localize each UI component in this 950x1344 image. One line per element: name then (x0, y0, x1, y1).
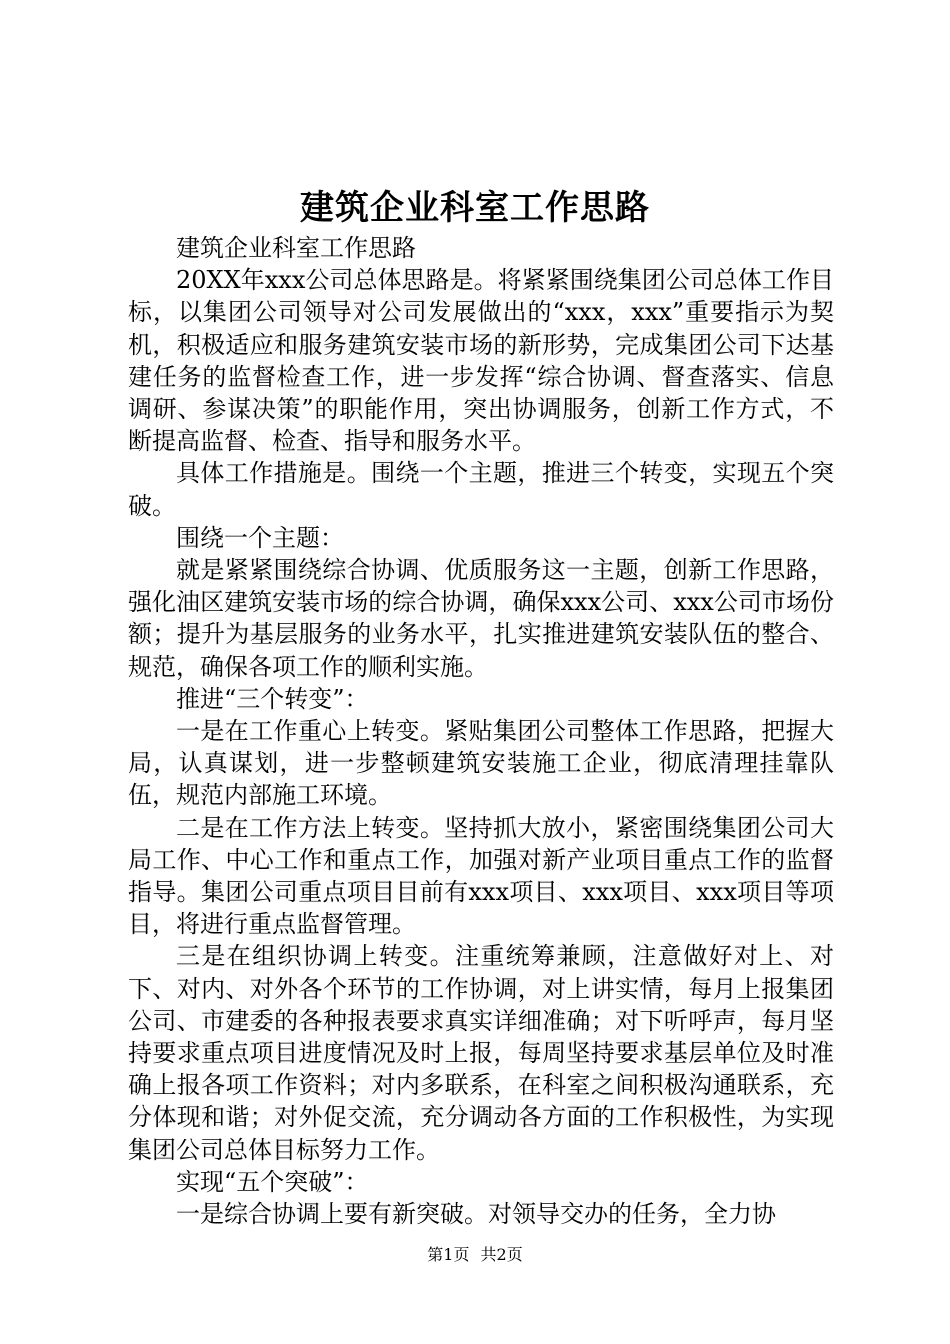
paragraph-overall-idea: 20XX年xxx公司总体思路是。将紧紧围绕集团公司总体工作目标，以集团公司领导对公司发展做出的“xxx，xxx”重要指示为契机，积极适应和服务建筑安装市场的新形势，完成集团公司下达基建任务的监督检查工作，进一步发挥“综合协调、督查落实、信息调研、参谋决策”的职能作用，突出协调服务，创新工作方式，不断提高监督、检查、指导和服务水平。 (128, 266, 834, 456)
page-total: 共2页 (480, 1245, 523, 1264)
heading-five-breakthroughs: 实现“五个突破”： (176, 1167, 369, 1196)
document-body (128, 232, 834, 1230)
paragraph-change-three: 三是在组织协调上转变。注重统筹兼顾，注意做好对上、对下、对内、对外各个环节的工作协调，对上讲实情，每月上报集团公司、市建委的各种报表要求真实详细准确；对下听呼声，每月坚持要求重点项目进度情况及时上报，每周坚持要求基层单位及时准确上报各项工作资料；对内多联系，在科室之间积极沟通联系，充分体现和谐；对外促交流，充分调动各方面的工作积极性，为实现集团公司总体目标努力工作。 (128, 942, 834, 1164)
heading-one-theme: 围绕一个主题： (176, 523, 344, 552)
paragraph-breakthrough-one: 一是综合协调上要有新突破。对领导交办的任务，全力协 (176, 1200, 776, 1229)
paragraph-one-theme: 就是紧紧围绕综合协调、优质服务这一主题，创新工作思路，强化油区建筑安装市场的综合协调，确保xxx公司、xxx公司市场份额；提升为基层服务的业务水平，扎实推进建筑安装队伍的整合、规范，确保各项工作的顺利实施。 (128, 556, 834, 681)
paragraph-measures: 具体工作措施是。围绕一个主题，推进三个转变，实现五个突破。 (128, 459, 834, 520)
document-title: 建筑企业科室工作思路 (300, 188, 650, 228)
paragraph-subtitle: 建筑企业科室工作思路 (176, 234, 416, 262)
page-footer (0, 1243, 950, 1267)
page-number: 第1页 (427, 1245, 470, 1264)
paragraph-change-one: 一是在工作重心上转变。紧贴集团公司整体工作思路，把握大局，认真谋划，进一步整顿建筑安装施工企业，彻底清理挂靠队伍，规范内部施工环境。 (128, 717, 834, 810)
paragraph-change-two: 二是在工作方法上转变。坚持抓大放小，紧密围绕集团公司大局工作、中心工作和重点工作，加强对新产业项目重点工作的监督指导。集团公司重点项目目前有xxx项目、xxx项目、xxx项目等项目，将进行重点监督管理。 (128, 813, 834, 939)
heading-three-changes: 推进“三个转变”： (176, 684, 369, 713)
